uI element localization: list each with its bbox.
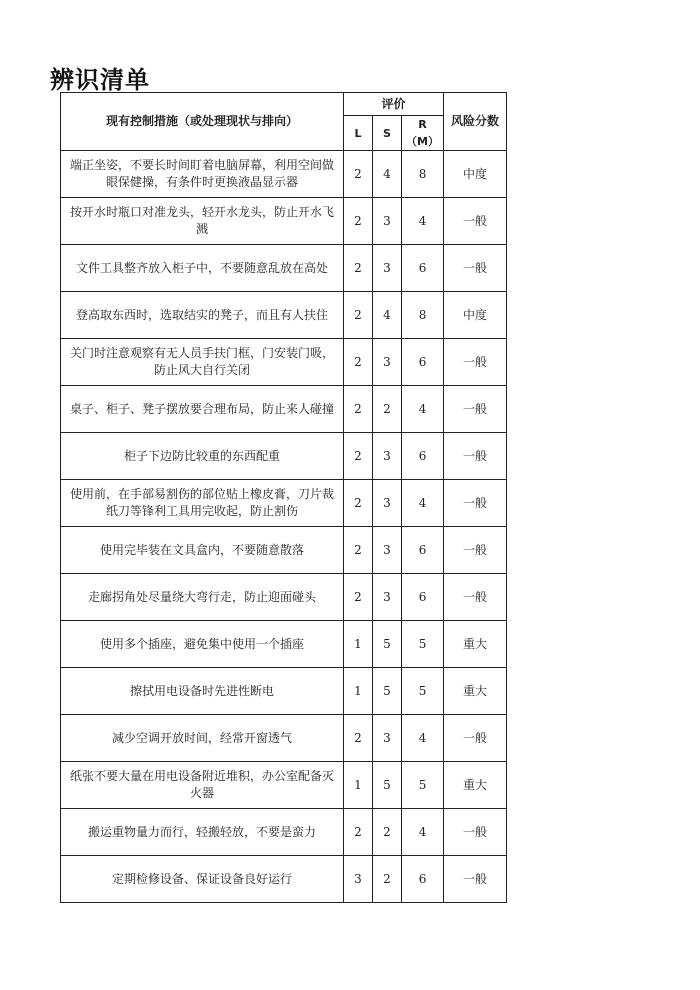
l-cell: 2: [344, 386, 373, 433]
table-row: [61, 433, 507, 480]
header-risk: 风险分数: [444, 93, 507, 151]
measure-cell: 柜子下边防比较重的东西配重: [61, 433, 344, 480]
table-row: [61, 480, 507, 527]
table-row: [61, 809, 507, 856]
header-measures: 现有控制措施（或处理现状与排向）: [61, 93, 344, 151]
r-cell: 5: [402, 762, 444, 809]
s-cell: 3: [373, 198, 402, 245]
l-cell: 1: [344, 762, 373, 809]
measure-cell: 端正坐姿，不要长时间盯着电脑屏幕，利用空间做眼保健操，有条件时更换液晶显示器: [61, 151, 344, 198]
header-evaluation: 评价: [344, 93, 444, 116]
page-title: 辨识清单: [50, 66, 150, 94]
l-cell: 2: [344, 198, 373, 245]
l-cell: 2: [344, 433, 373, 480]
s-cell: 3: [373, 527, 402, 574]
measure-cell: 擦拭用电设备时先进性断电: [61, 668, 344, 715]
l-cell: 2: [344, 151, 373, 198]
risk-cell: 中度: [444, 292, 507, 339]
r-cell: 4: [402, 480, 444, 527]
risk-cell: 一般: [444, 480, 507, 527]
measure-cell: 减少空调开放时间，经常开窗透气: [61, 715, 344, 762]
r-cell: 6: [402, 574, 444, 621]
l-cell: 1: [344, 621, 373, 668]
risk-cell: 中度: [444, 151, 507, 198]
measure-cell: 使用完毕装在文具盒内，不要随意散落: [61, 527, 344, 574]
measure-cell: 使用前，在手部易割伤的部位贴上橡皮膏，刀片裁纸刀等锋利工具用完收起，防止割伤: [61, 480, 344, 527]
table-row: [61, 339, 507, 386]
l-cell: 2: [344, 527, 373, 574]
table-row: [61, 762, 507, 809]
r-cell: 6: [402, 527, 444, 574]
s-cell: 2: [373, 856, 402, 903]
measure-cell: 登高取东西时，选取结实的凳子，而且有人扶住: [61, 292, 344, 339]
table-row: [61, 668, 507, 715]
risk-cell: 一般: [444, 809, 507, 856]
risk-cell: 一般: [444, 715, 507, 762]
r-cell: 4: [402, 386, 444, 433]
s-cell: 4: [373, 292, 402, 339]
l-cell: 2: [344, 809, 373, 856]
risk-cell: 一般: [444, 386, 507, 433]
risk-cell: 一般: [444, 856, 507, 903]
table-row: [61, 856, 507, 903]
risk-table: [60, 92, 507, 903]
s-cell: 3: [373, 339, 402, 386]
l-cell: 2: [344, 292, 373, 339]
measure-cell: 纸张不要大量在用电设备附近堆积，办公室配备灭火器: [61, 762, 344, 809]
s-cell: 5: [373, 621, 402, 668]
s-cell: 3: [373, 715, 402, 762]
r-cell: 4: [402, 715, 444, 762]
risk-cell: 重大: [444, 668, 507, 715]
header-s: S: [373, 116, 402, 151]
r-cell: 6: [402, 339, 444, 386]
l-cell: 1: [344, 668, 373, 715]
s-cell: 2: [373, 386, 402, 433]
table-row: [61, 574, 507, 621]
measure-cell: 文件工具整齐放入柜子中，不要随意乱放在高处: [61, 245, 344, 292]
table-row: [61, 386, 507, 433]
risk-cell: 一般: [444, 198, 507, 245]
table-row: [61, 292, 507, 339]
measure-cell: 桌子、柜子、凳子摆放要合理布局，防止来人碰撞: [61, 386, 344, 433]
l-cell: 2: [344, 480, 373, 527]
r-cell: 8: [402, 151, 444, 198]
r-cell: 6: [402, 856, 444, 903]
r-cell: 8: [402, 292, 444, 339]
table-row: [61, 151, 507, 198]
r-cell: 6: [402, 245, 444, 292]
r-cell: 5: [402, 668, 444, 715]
r-cell: 6: [402, 433, 444, 480]
measure-cell: 关门时注意观察有无人员手扶门框，门安装门吸，防止风大自行关闭: [61, 339, 344, 386]
s-cell: 2: [373, 809, 402, 856]
risk-cell: 一般: [444, 339, 507, 386]
risk-cell: 一般: [444, 433, 507, 480]
l-cell: 2: [344, 339, 373, 386]
risk-cell: 重大: [444, 762, 507, 809]
l-cell: 3: [344, 856, 373, 903]
table-row: [61, 621, 507, 668]
s-cell: 3: [373, 574, 402, 621]
r-cell: 5: [402, 621, 444, 668]
r-cell: 4: [402, 809, 444, 856]
header-r: R（M）: [402, 116, 444, 151]
measure-cell: 按开水时瓶口对准龙头，轻开水龙头，防止开水飞溅: [61, 198, 344, 245]
risk-cell: 一般: [444, 574, 507, 621]
risk-cell: 重大: [444, 621, 507, 668]
s-cell: 3: [373, 433, 402, 480]
table-row: [61, 245, 507, 292]
l-cell: 2: [344, 245, 373, 292]
measure-cell: 定期检修设备、保证设备良好运行: [61, 856, 344, 903]
r-cell: 4: [402, 198, 444, 245]
table-row: [61, 715, 507, 762]
risk-cell: 一般: [444, 527, 507, 574]
measure-cell: 搬运重物量力而行，轻搬轻放，不要是蛮力: [61, 809, 344, 856]
l-cell: 2: [344, 574, 373, 621]
table-row: [61, 198, 507, 245]
s-cell: 3: [373, 245, 402, 292]
measure-cell: 使用多个插座，避免集中使用一个插座: [61, 621, 344, 668]
risk-cell: 一般: [444, 245, 507, 292]
header-l: L: [344, 116, 373, 151]
s-cell: 3: [373, 480, 402, 527]
s-cell: 5: [373, 762, 402, 809]
table-row: [61, 527, 507, 574]
measure-cell: 走廊拐角处尽量绕大弯行走，防止迎面碰头: [61, 574, 344, 621]
s-cell: 5: [373, 668, 402, 715]
l-cell: 2: [344, 715, 373, 762]
s-cell: 4: [373, 151, 402, 198]
